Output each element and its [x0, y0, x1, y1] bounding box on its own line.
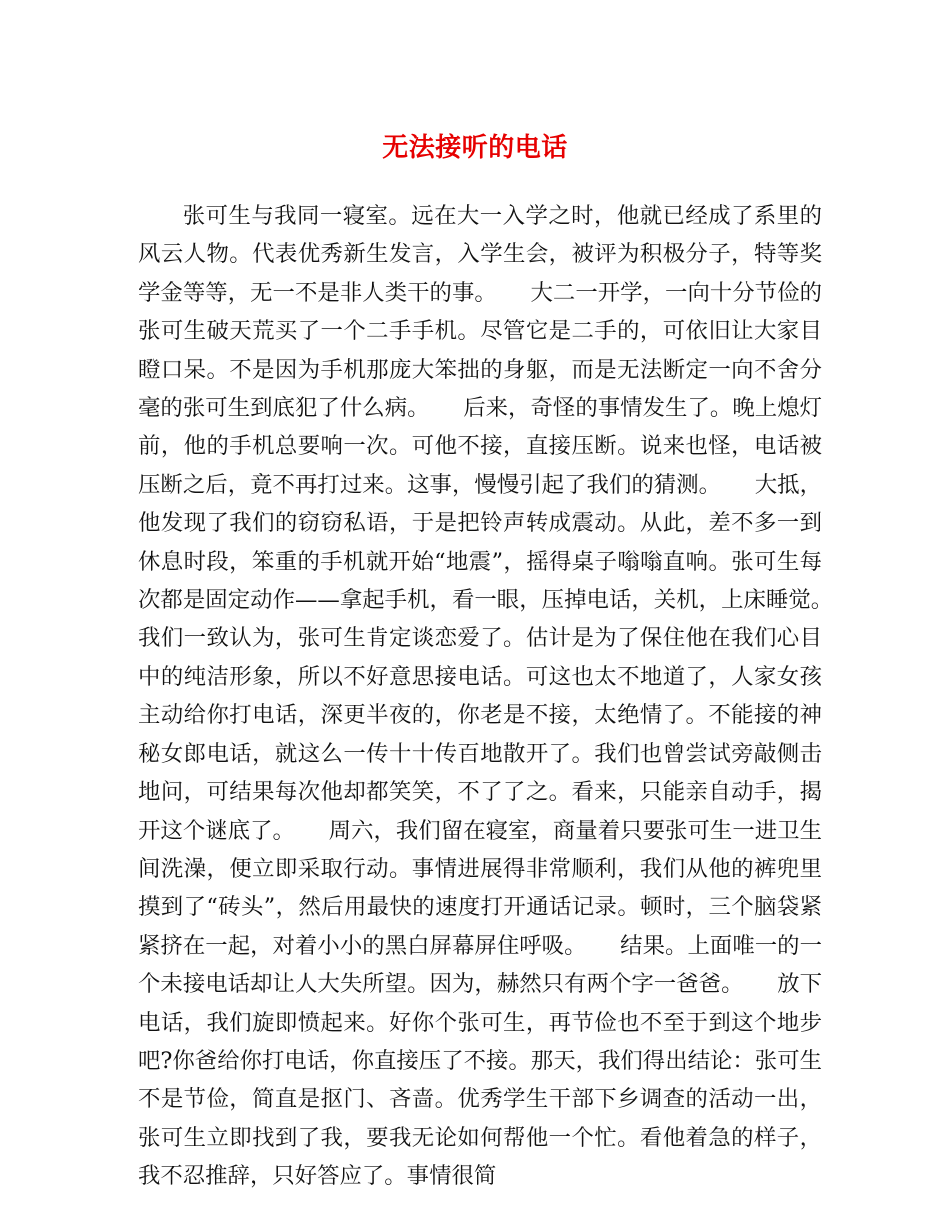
document-title: 无法接听的电话	[382, 133, 568, 163]
document-body: 张可生与我同一寝室。远在大一入学之时，他就已经成了系里的风云人物。代表优秀新生发言，入学生会，被评为积极分子，特等奖学金等等，无一不是非人类干的事。 大二一开学，一向十分节俭的张可生破天荒买了一个二手手机。尽管它是二手的，可依旧让大家目瞪口呆。不是因为手机那庞大笨拙的身躯，而是无法断定一向不舍分毫的张可生到底犯了什么病。 后来，奇怪的事情发生了。晚上熄灯前，他的手机总要响一次。可他不接，直接压断。说来也怪，电话被压断之后，竟不再打过来。这事，慢慢引起了我们的猜测。 大抵，他发现了我们的窃窃私语，于是把铃声转成震动。从此，差不多一到休息时段，笨重的手机就开始“地震”，摇得桌子嗡嗡直响。张可生每次都是固定动作——拿起手机，看一眼，压掉电话，关机，上床睡觉。 我们一致认为，张可生肯定谈恋爱了。估计是为了保住他在我们心目中的纯洁形象，所以不好意思接电话。可这也太不地道了，人家女孩主动给你打电话，深更半夜的，你老是不接，太绝情了。不能接的神秘女郎电话，就这么一传十十传百地散开了。我们也曾尝试旁敲侧击地问，可结果每次他却都笑笑，不了了之。看来，只能亲自动手，揭开这个谜底了。 周六，我们留在寝室，商量着只要张可生一进卫生间洗澡，便立即采取行动。事情进展得非常顺利，我们从他的裤兜里摸到了“砖头”，然后用最快的速度打开通话记录。顿时，三个脑袋紧紧挤在一起，对着小小的黑白屏幕屏住呼吸。 结果。上面唯一的一个未接电话却让人大失所望。因为，赫然只有两个字一爸爸。 放下电话，我们旋即愤起来。好你个张可生，再节俭也不至于到这个地步吧?你爸给你打电话，你直接压了不接。那天，我们得出结论：张可生不是节俭，简直是抠门、吝啬。优秀学生干部下乡调查的活动一出，张可生立即找到了我，要我无论如何帮他一个忙。看他着急的样子，我不忍推辞，只好答应了。事情很简	[138, 203, 867, 1190]
